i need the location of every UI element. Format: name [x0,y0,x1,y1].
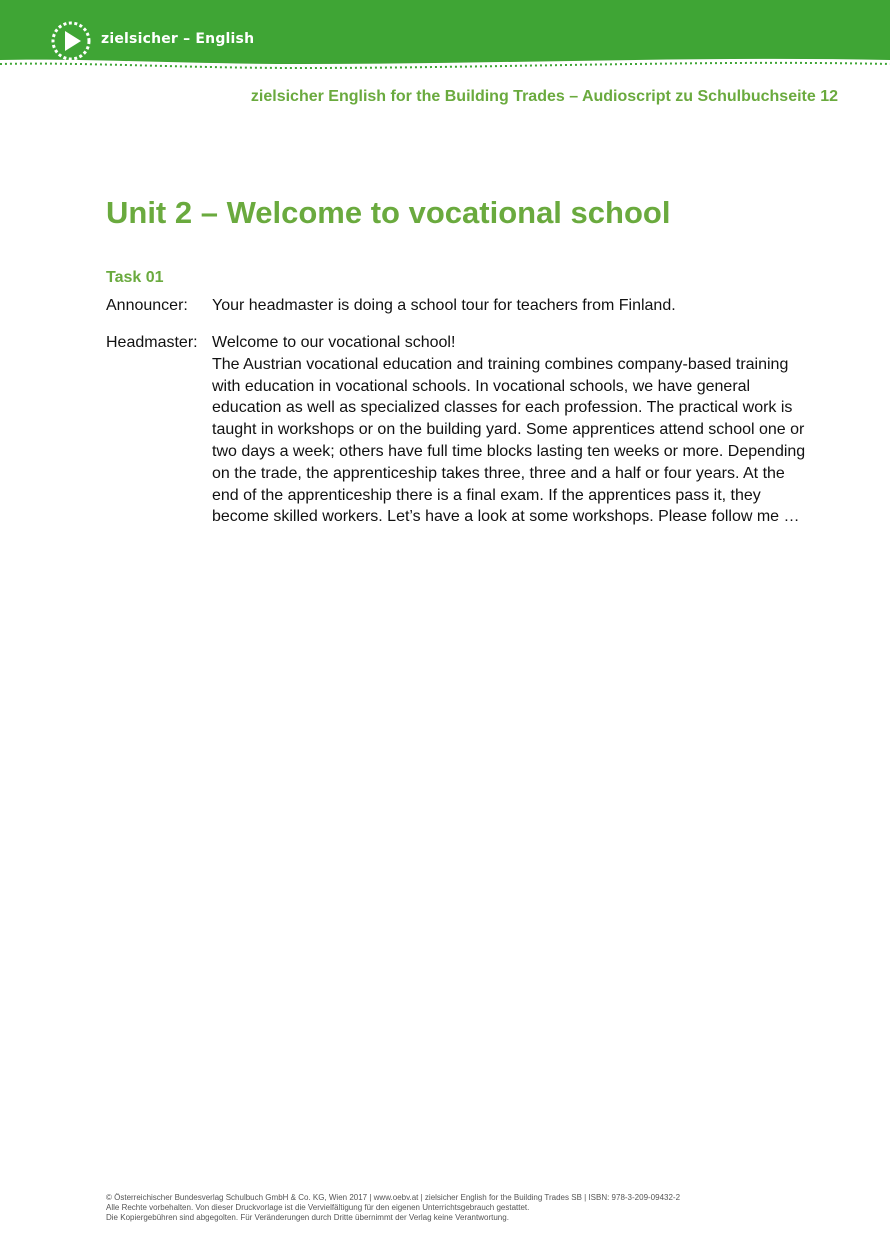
speech-paragraph: Your headmaster is doing a school tour for teachers from Finland. [212,297,676,314]
play-icon [50,20,92,62]
speaker-label: Announcer: [106,297,188,314]
page-header-title: zielsicher English for the Building Trades – Audioscript zu Schulbuchseite 12 [250,88,838,105]
speech-paragraph: The Austrian vocational education and training combines company-based training with education in vocational schools. In vocational schools, we have general education as well as specialized classes for each profession. The practical work is taught in workshops or on the building yard. Some apprentices attend school one or two days a week; others have full time blocks lasting ten weeks or more. Depending on the trade, the apprenticeship takes three, three and a half or four years. At the end of the apprenticeship there is a final exam. If the apprentices pass it, they become skilled workers. Let’s have a look at some workshops. Please follow me … [212,355,806,526]
speech-text [212,295,806,317]
footer-line: Die Kopiergebühren sind abgegolten. Für Veränderungen durch Dritte übernimmt der Verlag keine Verantwortung. [106,1213,509,1222]
speech-text [212,332,806,528]
footer-line: © Österreichischer Bundesverlag Schulbuch GmbH & Co. KG, Wien 2017 | www.oebv.at | zielsicher English for the Building Trades SB | ISBN: 978-3-209-09432-2 [106,1193,681,1202]
unit-title: Unit 2 – Welcome to vocational school [106,195,671,230]
speech-paragraph: Welcome to our vocational school! [212,334,456,351]
copyright-footer [106,1193,680,1223]
brand-name: zielsicher – English [101,31,255,47]
task-label: Task 01 [106,269,164,286]
speaker-label: Headmaster: [106,334,198,351]
footer-line: Alle Rechte vorbehalten. Von dieser Druckvorlage ist die Vervielfältigung für den eigenen Unterrichtsgebrauch gestattet. [106,1203,530,1212]
